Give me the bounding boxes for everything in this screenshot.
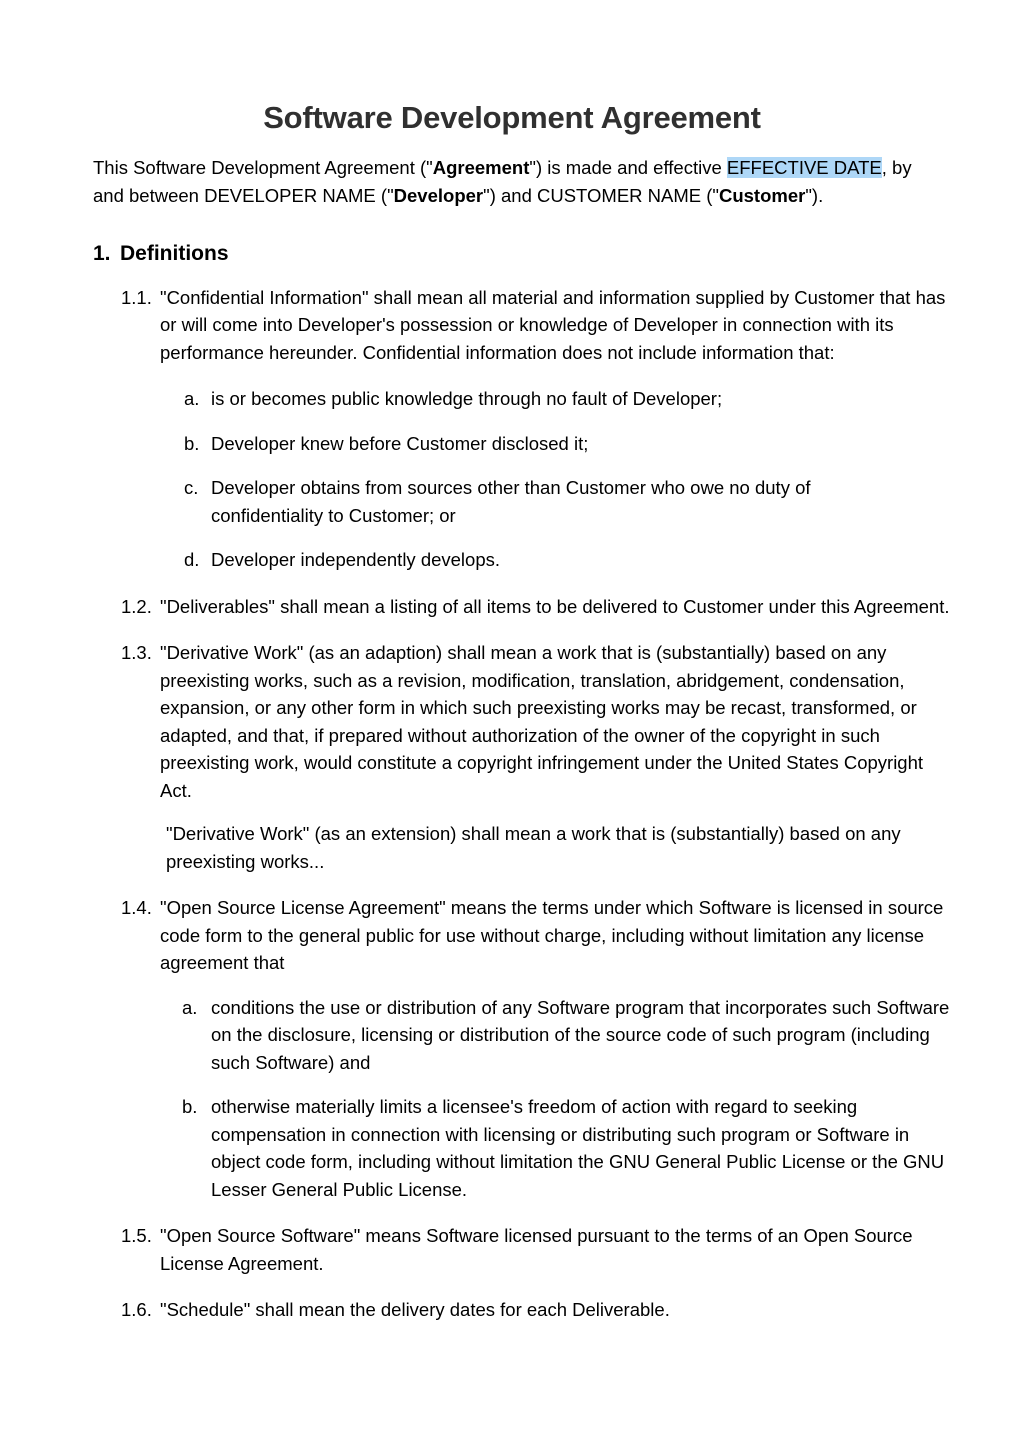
list-item-text: otherwise materially limits a licensee's freedom of action with regard to seeking compensation in connection with licensing or distributing such program or Software in object code form, including without limitation the GNU General Public License or the GNU Lesser General Public License. bbox=[211, 1096, 945, 1200]
page-title: Software Development Agreement bbox=[263, 100, 761, 135]
list-item-text: conditions the use or distribution of any Software program that incorporates such Software on the disclosure, licensing or distribution of the source code of such program (including such Software) and bbox=[211, 996, 950, 1073]
clause-1-2 bbox=[0, 593, 1024, 621]
list-item-text: Developer independently develops. bbox=[211, 549, 501, 571]
list-item-text: is or becomes public knowledge through no fault of Developer; bbox=[211, 388, 723, 410]
effective-date-highlight: EFFECTIVE DATE bbox=[726, 156, 882, 178]
section-number: 1. bbox=[93, 241, 111, 265]
clause-number: 1.4. bbox=[121, 897, 152, 919]
clause-1-4 bbox=[0, 894, 1024, 977]
intro-bold-agreement: Agreement bbox=[432, 156, 530, 178]
clause-number: 1.6. bbox=[121, 1299, 152, 1321]
intro-text-part3: , by and between DEVELOPER NAME (" bbox=[93, 156, 912, 206]
list-item bbox=[0, 385, 1024, 413]
list-item bbox=[0, 474, 1024, 529]
list-item bbox=[0, 1093, 1024, 1203]
intro-bold-developer: Developer bbox=[393, 184, 484, 206]
list-item-text: Developer knew before Customer disclosed it; bbox=[211, 432, 589, 454]
clause-text: "Derivative Work" (as an adaption) shall mean a work that is (substantially) based on any preexisting works, such as a revision, modification, translation, abridgement, condensation, expansion, or any other form in which such preexisting works may be recast, transformed, or adapted, and that, if prepared without authorization of the owner of the copyright in such preexisting work, would constitute a copyright infringement under the United States Copyright Act. bbox=[160, 642, 924, 801]
intro-text-part4: ") and CUSTOMER NAME (" bbox=[483, 184, 719, 206]
list-item-label: a. bbox=[182, 996, 198, 1018]
clause-number: 1.2. bbox=[121, 595, 152, 617]
list-item-label: b. bbox=[182, 1096, 198, 1118]
section-heading-definitions bbox=[0, 210, 1024, 267]
list-item bbox=[0, 546, 1024, 574]
list-item-label: c. bbox=[184, 477, 199, 499]
list-item-label: b. bbox=[184, 432, 200, 454]
clause-1-6 bbox=[0, 1296, 1024, 1324]
list-item bbox=[0, 994, 1024, 1077]
clause-text: "Schedule" shall mean the delivery dates for each Deliverable. bbox=[160, 1299, 670, 1321]
clause-number: 1.5. bbox=[121, 1225, 152, 1247]
clause-1-3-continuation: "Derivative Work" (as an extension) shall mean a work that is (substantially) based on any preexisting works... bbox=[166, 823, 901, 872]
clause-text: "Open Source License Agreement" means the terms under which Software is licensed in source code form to the general public for use without charge, including without limitation any license agreement that bbox=[160, 897, 944, 974]
intro-bold-customer: Customer bbox=[718, 184, 806, 206]
clause-1-5 bbox=[0, 1222, 1024, 1277]
clause-1-1 bbox=[0, 284, 1024, 367]
list-item-label: a. bbox=[184, 388, 200, 410]
clause-number: 1.3. bbox=[121, 642, 152, 664]
clause-number: 1.1. bbox=[121, 286, 152, 308]
sublist-open-source-conditions bbox=[0, 994, 1024, 1204]
intro-text-part2: ") is made and effective bbox=[529, 156, 727, 178]
intro-text-part1: This Software Development Agreement (" bbox=[93, 156, 433, 178]
intro-paragraph bbox=[0, 136, 1024, 210]
clause-1-3 bbox=[0, 639, 1024, 804]
clause-text: "Open Source Software" means Software licensed pursuant to the terms of an Open Source License Agreement. bbox=[160, 1225, 913, 1274]
clause-text: "Deliverables" shall mean a listing of all items to be delivered to Customer under this Agreement. bbox=[160, 595, 950, 617]
section-heading-label: Definitions bbox=[120, 241, 229, 265]
list-item-label: d. bbox=[184, 549, 200, 571]
clause-text: "Confidential Information" shall mean all material and information supplied by Customer that has or will come into Developer's possession or knowledge of Developer in connection with its performance hereunder. Confidential information does not include information that: bbox=[160, 286, 946, 363]
list-item-text: Developer obtains from sources other than Customer who owe no duty of confidentiality to Customer; or bbox=[211, 477, 811, 526]
list-item bbox=[0, 430, 1024, 458]
sublist-confidential-exclusions bbox=[0, 385, 1024, 574]
intro-text-part5: "). bbox=[805, 184, 824, 206]
